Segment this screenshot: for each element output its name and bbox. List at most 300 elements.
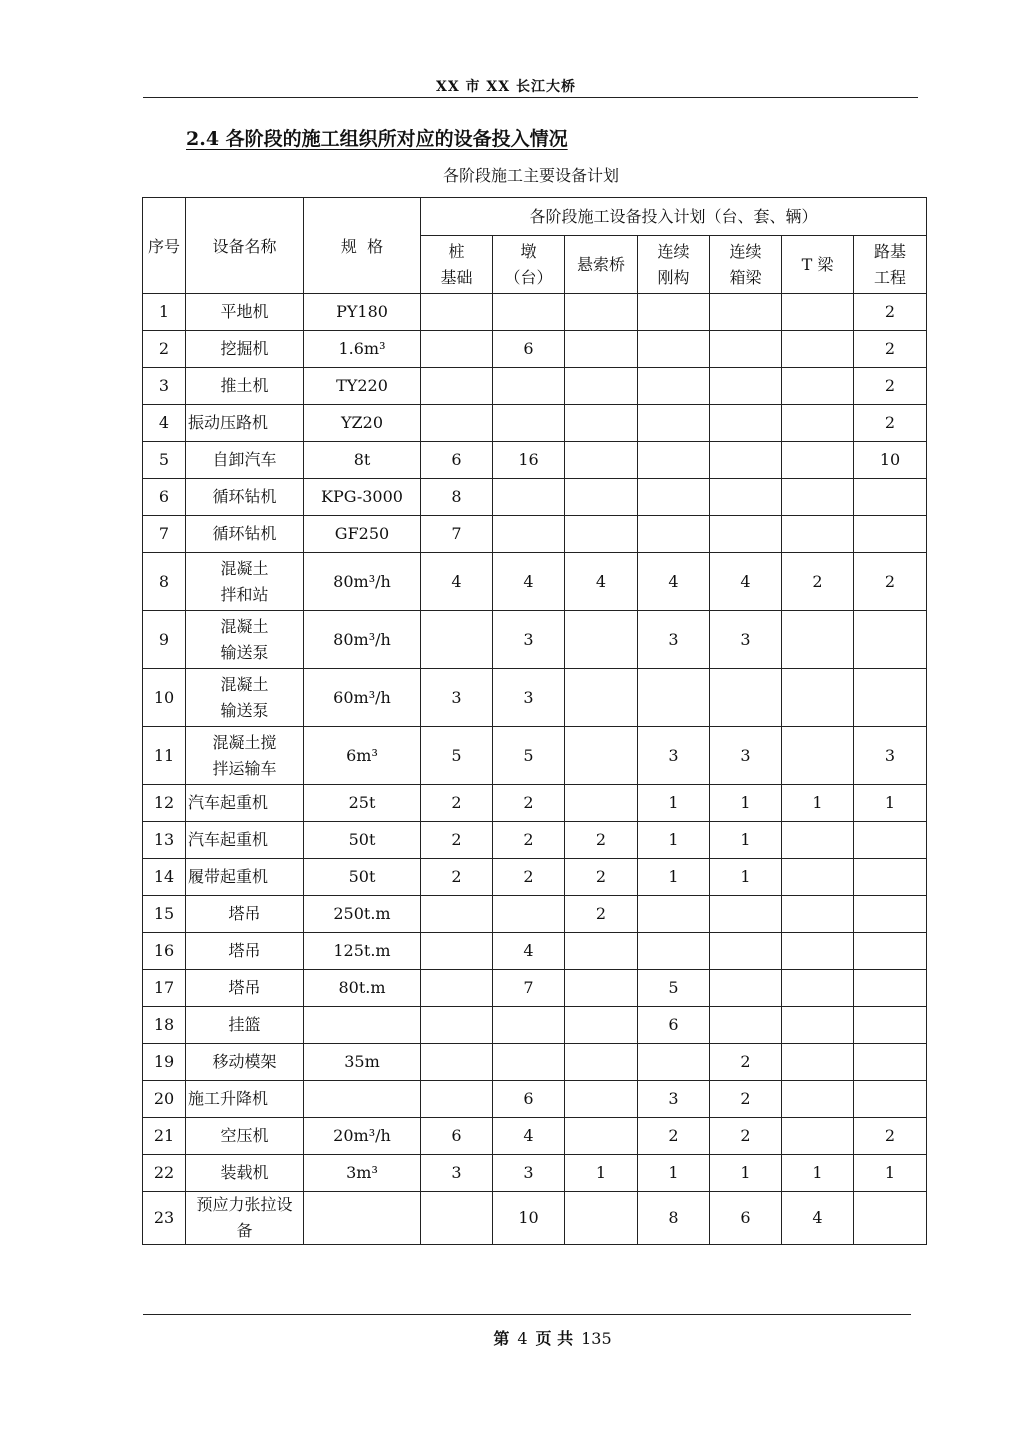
cell-stage-quantity: 4 [493, 553, 565, 611]
cell-stage-quantity [421, 368, 493, 405]
cell-stage-quantity: 1 [710, 1155, 782, 1192]
cell-stage-quantity [565, 1081, 638, 1118]
equipment-name-line: 塔吊 [228, 978, 261, 997]
cell-stage-quantity: 2 [565, 896, 638, 933]
cell-stage-quantity [854, 479, 927, 516]
cell-stage-quantity [565, 405, 638, 442]
table-row [143, 442, 927, 479]
cell-stage-quantity [782, 405, 854, 442]
footer-divider [143, 1314, 911, 1315]
cell-stage-quantity: 7 [421, 516, 493, 553]
table-row [143, 785, 927, 822]
cell-no: 7 [143, 516, 186, 553]
cell-stage-quantity [565, 368, 638, 405]
cell-stage-quantity: 1 [710, 859, 782, 896]
cell-no: 16 [143, 933, 186, 970]
cell-stage-quantity [782, 933, 854, 970]
equipment-name-line: 移动模架 [212, 1052, 277, 1071]
cell-stage-quantity [565, 669, 638, 727]
cell-no: 23 [143, 1192, 186, 1245]
cell-stage-quantity [565, 785, 638, 822]
equipment-name-line: 汽车起重机 [188, 793, 269, 812]
equipment-name-line: 振动压路机 [188, 413, 269, 432]
cell-stage-quantity: 10 [854, 442, 927, 479]
cell-stage-quantity: 5 [421, 727, 493, 785]
cell-stage-quantity [782, 479, 854, 516]
cell-stage-quantity: 3 [421, 1155, 493, 1192]
cell-no: 21 [143, 1118, 186, 1155]
header-stage-3 [638, 236, 710, 294]
cell-stage-quantity [565, 1007, 638, 1044]
cell-equipment-name [186, 1118, 304, 1155]
cell-stage-quantity [638, 669, 710, 727]
cell-stage-quantity [493, 294, 565, 331]
cell-no: 6 [143, 479, 186, 516]
cell-stage-quantity: 8 [638, 1192, 710, 1245]
header-stage-line: 桩 [448, 241, 465, 261]
cell-equipment-name [186, 1155, 304, 1192]
cell-stage-quantity: 2 [710, 1081, 782, 1118]
cell-stage-quantity [782, 1007, 854, 1044]
cell-no: 14 [143, 859, 186, 896]
cell-stage-quantity [710, 405, 782, 442]
cell-stage-quantity [421, 970, 493, 1007]
equipment-name-line: 循环钻机 [212, 487, 277, 506]
cell-no: 18 [143, 1007, 186, 1044]
cell-stage-quantity [421, 1007, 493, 1044]
equipment-name-line: 输送泵 [220, 700, 269, 720]
cell-equipment-name [186, 479, 304, 516]
cell-spec [304, 1007, 421, 1044]
cell-stage-quantity [782, 859, 854, 896]
cell-stage-quantity: 1 [710, 822, 782, 859]
cell-stage-quantity [710, 970, 782, 1007]
cell-no: 17 [143, 970, 186, 1007]
cell-stage-quantity: 2 [854, 331, 927, 368]
header-stage-line: 箱梁 [729, 267, 762, 287]
cell-stage-quantity [638, 442, 710, 479]
cell-stage-quantity [493, 1007, 565, 1044]
header-stage-line: 墩 [520, 241, 537, 261]
cell-stage-quantity: 1 [638, 822, 710, 859]
cell-equipment-name [186, 859, 304, 896]
cell-stage-quantity [710, 294, 782, 331]
header-stage-line: 基础 [440, 267, 473, 287]
section-title: 2.4 各阶段的施工组织所对应的设备投入情况 [186, 128, 568, 150]
cell-stage-quantity [782, 896, 854, 933]
equipment-name-line: 塔吊 [228, 904, 261, 923]
cell-stage-quantity [854, 933, 927, 970]
cell-stage-quantity [421, 294, 493, 331]
cell-equipment-name [186, 1081, 304, 1118]
header-stage-line: 悬索桥 [576, 254, 625, 274]
cell-stage-quantity [710, 479, 782, 516]
footer-page-number: 4 [517, 1329, 528, 1348]
cell-stage-quantity: 3 [710, 727, 782, 785]
cell-spec: 250t.m [304, 896, 421, 933]
cell-stage-quantity: 2 [565, 822, 638, 859]
equipment-name-line: 拌运输车 [212, 758, 277, 778]
cell-stage-quantity [782, 294, 854, 331]
cell-spec: 80m³/h [304, 553, 421, 611]
equipment-name-line: 混凝土搅 [212, 732, 277, 752]
cell-stage-quantity [565, 1044, 638, 1081]
header-spec: 规 格 [304, 198, 421, 294]
header-stage-line: （台） [504, 267, 553, 287]
table-caption: 各阶段施工主要设备计划 [442, 166, 619, 185]
equipment-name-line: 平地机 [220, 302, 269, 321]
header-stage-5 [782, 236, 854, 294]
cell-stage-quantity: 3 [421, 669, 493, 727]
cell-stage-quantity [782, 727, 854, 785]
cell-equipment-name [186, 785, 304, 822]
table-row [143, 611, 927, 669]
cell-stage-quantity [565, 1192, 638, 1245]
cell-stage-quantity: 3 [638, 611, 710, 669]
header-name: 设备名称 [186, 198, 304, 294]
cell-stage-quantity: 4 [493, 1118, 565, 1155]
cell-stage-quantity [854, 611, 927, 669]
cell-stage-quantity: 4 [565, 553, 638, 611]
cell-stage-quantity: 2 [638, 1118, 710, 1155]
cell-spec: 80t.m [304, 970, 421, 1007]
cell-stage-quantity: 3 [710, 611, 782, 669]
cell-equipment-name [186, 822, 304, 859]
table-row [143, 1081, 927, 1118]
header-divider [143, 97, 918, 98]
header-no: 序号 [143, 198, 186, 294]
cell-stage-quantity: 2 [854, 368, 927, 405]
cell-stage-quantity [565, 1118, 638, 1155]
cell-stage-quantity [565, 479, 638, 516]
cell-spec: TY220 [304, 368, 421, 405]
cell-stage-quantity [565, 294, 638, 331]
cell-spec [304, 1192, 421, 1245]
equipment-name-line: 塔吊 [228, 941, 261, 960]
cell-stage-quantity: 1 [782, 1155, 854, 1192]
table-row [143, 896, 927, 933]
cell-stage-quantity [565, 611, 638, 669]
table-row [143, 1192, 927, 1245]
cell-spec: 20m³/h [304, 1118, 421, 1155]
cell-stage-quantity [493, 405, 565, 442]
cell-stage-quantity [854, 1044, 927, 1081]
cell-no: 5 [143, 442, 186, 479]
table-row [143, 859, 927, 896]
cell-stage-quantity [421, 1192, 493, 1245]
cell-stage-quantity: 6 [710, 1192, 782, 1245]
cell-stage-quantity: 1 [565, 1155, 638, 1192]
cell-no: 22 [143, 1155, 186, 1192]
cell-stage-quantity [854, 896, 927, 933]
cell-stage-quantity [854, 822, 927, 859]
table-row [143, 368, 927, 405]
cell-stage-quantity [638, 933, 710, 970]
cell-stage-quantity [782, 331, 854, 368]
cell-stage-quantity [710, 368, 782, 405]
cell-stage-quantity [638, 294, 710, 331]
equipment-name-line: 履带起重机 [188, 867, 269, 886]
cell-stage-quantity: 2 [565, 859, 638, 896]
equipment-name-line: 挂篮 [228, 1015, 261, 1034]
cell-stage-quantity [782, 669, 854, 727]
cell-no: 2 [143, 331, 186, 368]
cell-stage-quantity [854, 669, 927, 727]
cell-stage-quantity [565, 442, 638, 479]
cell-stage-quantity: 4 [710, 553, 782, 611]
equipment-name-line: 推土机 [220, 376, 269, 395]
header-stage-group: 各阶段施工设备投入计划（台、套、辆） [421, 198, 927, 236]
cell-stage-quantity [710, 331, 782, 368]
table-row [143, 516, 927, 553]
cell-spec: 35m [304, 1044, 421, 1081]
cell-stage-quantity: 3 [638, 727, 710, 785]
cell-stage-quantity: 1 [638, 1155, 710, 1192]
cell-stage-quantity: 3 [854, 727, 927, 785]
cell-spec: 80m³/h [304, 611, 421, 669]
cell-spec: 8t [304, 442, 421, 479]
cell-stage-quantity [493, 516, 565, 553]
header-stage-6 [854, 236, 927, 294]
cell-spec: 1.6m³ [304, 331, 421, 368]
cell-stage-quantity [565, 933, 638, 970]
cell-equipment-name [186, 611, 304, 669]
cell-stage-quantity: 1 [854, 785, 927, 822]
cell-stage-quantity [710, 442, 782, 479]
cell-stage-quantity: 4 [493, 933, 565, 970]
cell-no: 19 [143, 1044, 186, 1081]
cell-stage-quantity [493, 1044, 565, 1081]
cell-equipment-name [186, 294, 304, 331]
cell-stage-quantity [565, 727, 638, 785]
equipment-name-line: 自卸汽车 [212, 450, 277, 469]
cell-stage-quantity: 2 [854, 405, 927, 442]
cell-stage-quantity: 7 [493, 970, 565, 1007]
cell-stage-quantity: 6 [421, 442, 493, 479]
cell-stage-quantity: 10 [493, 1192, 565, 1245]
equipment-name-line: 施工升降机 [188, 1089, 269, 1108]
equipment-name-line: 挖掘机 [220, 339, 269, 358]
cell-no: 1 [143, 294, 186, 331]
cell-stage-quantity: 3 [493, 611, 565, 669]
page-footer [0, 1326, 1012, 1349]
header-stage-2 [565, 236, 638, 294]
cell-spec [304, 1081, 421, 1118]
cell-no: 20 [143, 1081, 186, 1118]
cell-stage-quantity [638, 1044, 710, 1081]
equipment-table [142, 197, 927, 1245]
cell-stage-quantity [493, 479, 565, 516]
cell-stage-quantity: 6 [493, 1081, 565, 1118]
table-row [143, 1044, 927, 1081]
cell-equipment-name [186, 1007, 304, 1044]
cell-stage-quantity: 6 [638, 1007, 710, 1044]
cell-stage-quantity: 4 [421, 553, 493, 611]
cell-equipment-name [186, 896, 304, 933]
cell-no: 12 [143, 785, 186, 822]
equipment-name-line: 预应力张拉设 [196, 1195, 293, 1214]
cell-no: 8 [143, 553, 186, 611]
cell-stage-quantity [638, 516, 710, 553]
cell-stage-quantity: 3 [493, 669, 565, 727]
cell-equipment-name [186, 405, 304, 442]
table-row [143, 405, 927, 442]
cell-no: 3 [143, 368, 186, 405]
cell-stage-quantity [638, 368, 710, 405]
equipment-name-line: 空压机 [220, 1126, 269, 1145]
cell-stage-quantity [565, 970, 638, 1007]
table-row [143, 294, 927, 331]
cell-equipment-name [186, 331, 304, 368]
table-row [143, 727, 927, 785]
equipment-name-line: 备 [236, 1221, 253, 1240]
cell-stage-quantity [854, 1007, 927, 1044]
equipment-name-line: 混凝土 [220, 616, 269, 636]
cell-equipment-name [186, 727, 304, 785]
cell-no: 11 [143, 727, 186, 785]
cell-no: 4 [143, 405, 186, 442]
cell-spec: 6m³ [304, 727, 421, 785]
cell-spec: 50t [304, 822, 421, 859]
header-stage-line: 刚构 [657, 267, 690, 287]
equipment-name-line: 汽车起重机 [188, 830, 269, 849]
cell-stage-quantity: 2 [421, 859, 493, 896]
cell-stage-quantity: 1 [638, 859, 710, 896]
cell-stage-quantity [710, 1007, 782, 1044]
page-header-title: XX 市 XX 长江大桥 [435, 79, 577, 95]
cell-stage-quantity: 1 [854, 1155, 927, 1192]
cell-stage-quantity [421, 1081, 493, 1118]
table-header-row [143, 198, 927, 236]
cell-stage-quantity [854, 1081, 927, 1118]
cell-equipment-name [186, 553, 304, 611]
cell-stage-quantity [638, 331, 710, 368]
cell-equipment-name [186, 970, 304, 1007]
cell-stage-quantity [782, 368, 854, 405]
cell-no: 13 [143, 822, 186, 859]
header-stage-line: T 梁 [801, 254, 834, 274]
cell-spec: KPG-3000 [304, 479, 421, 516]
cell-stage-quantity [421, 933, 493, 970]
footer-prefix: 第 [493, 1329, 510, 1348]
cell-spec: 125t.m [304, 933, 421, 970]
cell-stage-quantity [421, 611, 493, 669]
cell-stage-quantity [782, 822, 854, 859]
cell-spec: GF250 [304, 516, 421, 553]
cell-no: 15 [143, 896, 186, 933]
cell-stage-quantity [782, 1044, 854, 1081]
cell-stage-quantity: 6 [493, 331, 565, 368]
cell-stage-quantity: 2 [854, 553, 927, 611]
cell-equipment-name [186, 368, 304, 405]
header-stage-0 [421, 236, 493, 294]
equipment-name-line: 混凝土 [220, 674, 269, 694]
cell-spec: PY180 [304, 294, 421, 331]
cell-stage-quantity: 5 [493, 727, 565, 785]
cell-equipment-name [186, 669, 304, 727]
header-stage-4 [710, 236, 782, 294]
cell-stage-quantity [565, 516, 638, 553]
cell-stage-quantity [638, 896, 710, 933]
cell-stage-quantity [782, 442, 854, 479]
cell-stage-quantity [493, 368, 565, 405]
cell-spec: YZ20 [304, 405, 421, 442]
equipment-name-line: 输送泵 [220, 642, 269, 662]
cell-stage-quantity: 2 [421, 822, 493, 859]
cell-stage-quantity [710, 516, 782, 553]
cell-stage-quantity: 2 [493, 822, 565, 859]
cell-stage-quantity: 4 [782, 1192, 854, 1245]
cell-stage-quantity: 4 [638, 553, 710, 611]
table-row [143, 669, 927, 727]
cell-stage-quantity: 8 [421, 479, 493, 516]
table-row [143, 822, 927, 859]
cell-stage-quantity [710, 896, 782, 933]
cell-stage-quantity [421, 331, 493, 368]
cell-no: 10 [143, 669, 186, 727]
cell-stage-quantity [782, 1081, 854, 1118]
cell-spec: 25t [304, 785, 421, 822]
cell-stage-quantity [782, 1118, 854, 1155]
cell-stage-quantity [638, 405, 710, 442]
equipment-name-line: 拌和站 [220, 584, 269, 604]
header-stage-line: 连续 [729, 241, 762, 261]
cell-spec: 60m³/h [304, 669, 421, 727]
cell-stage-quantity [854, 516, 927, 553]
equipment-name-line: 混凝土 [220, 558, 269, 578]
cell-stage-quantity: 2 [710, 1044, 782, 1081]
table-row [143, 933, 927, 970]
cell-stage-quantity [782, 611, 854, 669]
cell-stage-quantity [854, 1192, 927, 1245]
cell-stage-quantity: 2 [782, 553, 854, 611]
cell-stage-quantity: 2 [421, 785, 493, 822]
cell-stage-quantity [782, 970, 854, 1007]
footer-total-pages: 135 [581, 1329, 612, 1348]
cell-stage-quantity: 2 [493, 785, 565, 822]
cell-stage-quantity [854, 859, 927, 896]
cell-stage-quantity: 5 [638, 970, 710, 1007]
cell-stage-quantity [638, 479, 710, 516]
cell-stage-quantity [782, 516, 854, 553]
cell-stage-quantity: 6 [421, 1118, 493, 1155]
header-stage-1 [493, 236, 565, 294]
cell-equipment-name [186, 933, 304, 970]
header-stage-line: 连续 [657, 241, 690, 261]
cell-no: 9 [143, 611, 186, 669]
equipment-name-line: 循环钻机 [212, 524, 277, 543]
cell-stage-quantity: 1 [710, 785, 782, 822]
cell-stage-quantity [710, 669, 782, 727]
table-row [143, 1007, 927, 1044]
cell-stage-quantity: 2 [493, 859, 565, 896]
header-stage-line: 工程 [873, 267, 906, 287]
cell-stage-quantity: 1 [782, 785, 854, 822]
cell-spec: 50t [304, 859, 421, 896]
cell-stage-quantity: 16 [493, 442, 565, 479]
cell-stage-quantity [421, 405, 493, 442]
cell-stage-quantity: 2 [854, 1118, 927, 1155]
cell-stage-quantity [854, 970, 927, 1007]
cell-stage-quantity [493, 896, 565, 933]
cell-stage-quantity [421, 1044, 493, 1081]
table-row [143, 1155, 927, 1192]
table-row [143, 553, 927, 611]
cell-stage-quantity: 3 [493, 1155, 565, 1192]
header-stage-line: 路基 [873, 241, 906, 261]
cell-stage-quantity [710, 933, 782, 970]
cell-stage-quantity [565, 331, 638, 368]
